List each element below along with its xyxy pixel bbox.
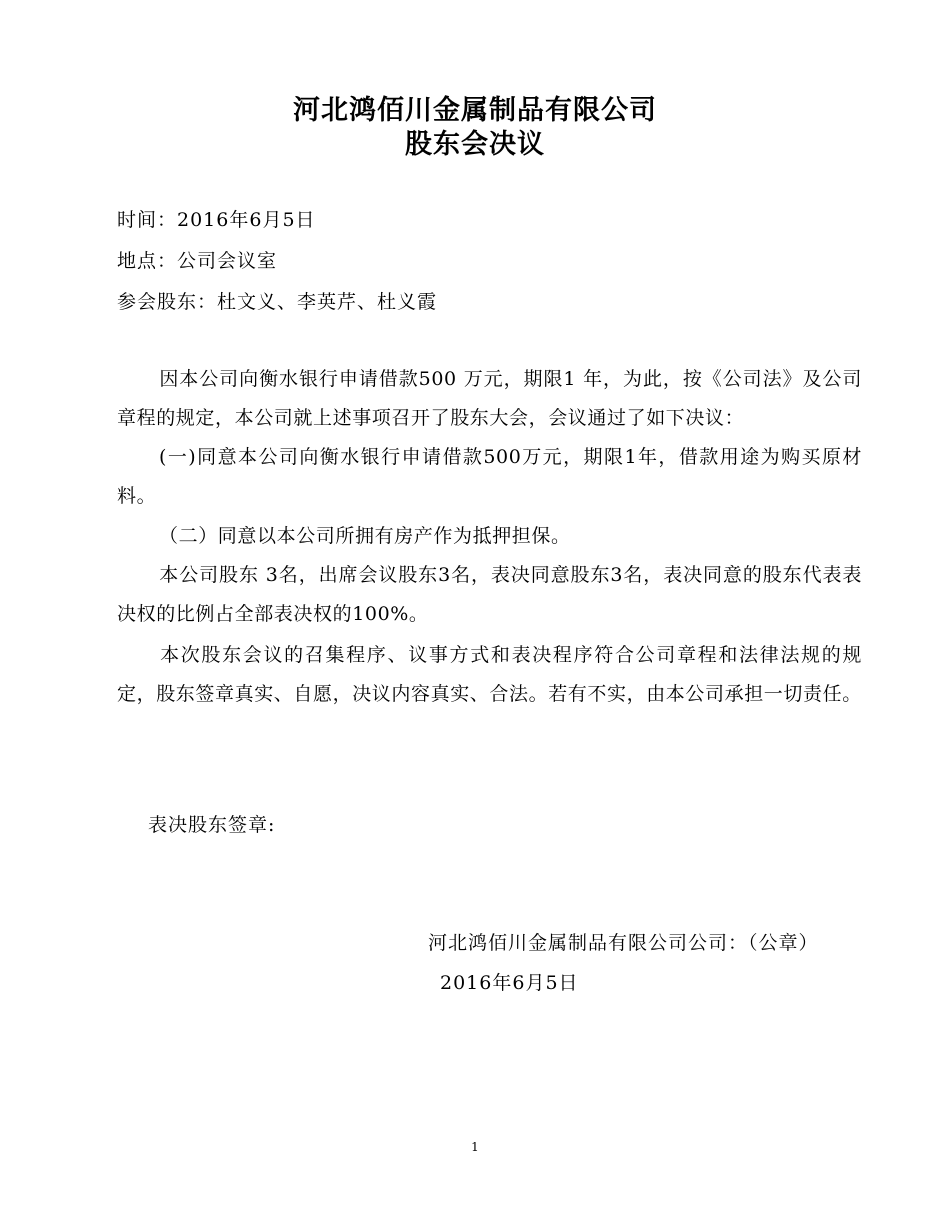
resolution-2-text: （二）同意以本公司所拥有房产作为抵押担保。	[159, 525, 571, 547]
page-number: 1	[471, 1140, 479, 1154]
statement-text: 本次股东会议的召集程序、议事方式和表决程序符合公司章程和法律法规的规定，股东签章真实、自愿，决议内容真实、合法。若有不实，由本公司承担一切责任。	[117, 644, 862, 705]
paragraph-intro	[117, 360, 862, 438]
company-seal-line: 河北鸿佰川金属制品有限公司公司：（公章）	[428, 932, 819, 954]
statement	[117, 636, 862, 714]
paragraph-intro-text: 因本公司向衡水银行申请借款500 万元，期限1 年，为此，按《公司法》及公司章程的规定，本公司就上述事项召开了股东大会，会议通过了如下决议：	[117, 368, 862, 429]
meeting-place: 地点：公司会议室	[117, 250, 278, 272]
shareholder-signature-label: 表决股东签章:	[148, 814, 276, 836]
resolution-1-text: (一)同意本公司向衡水银行申请借款500万元，期限1年，借款用途为购买原材料。	[117, 446, 862, 507]
meeting-time: 时间：2016年6月5日	[117, 209, 316, 231]
document-title: 股东会决议	[405, 129, 545, 160]
vote-summary-text: 本公司股东 3名，出席会议股东3名，表决同意股东3名，表决同意的股东代表表决权的比例占全部表决权的100%。	[117, 564, 862, 625]
resolution-1	[117, 438, 862, 516]
meeting-attendees: 参会股东：杜文义、李英芹、杜义霞	[117, 291, 438, 313]
vote-summary	[117, 556, 862, 634]
resolution-2	[117, 517, 862, 556]
signature-date: 2016年6月5日	[440, 972, 579, 994]
company-title: 河北鸿佰川金属制品有限公司	[293, 95, 657, 126]
